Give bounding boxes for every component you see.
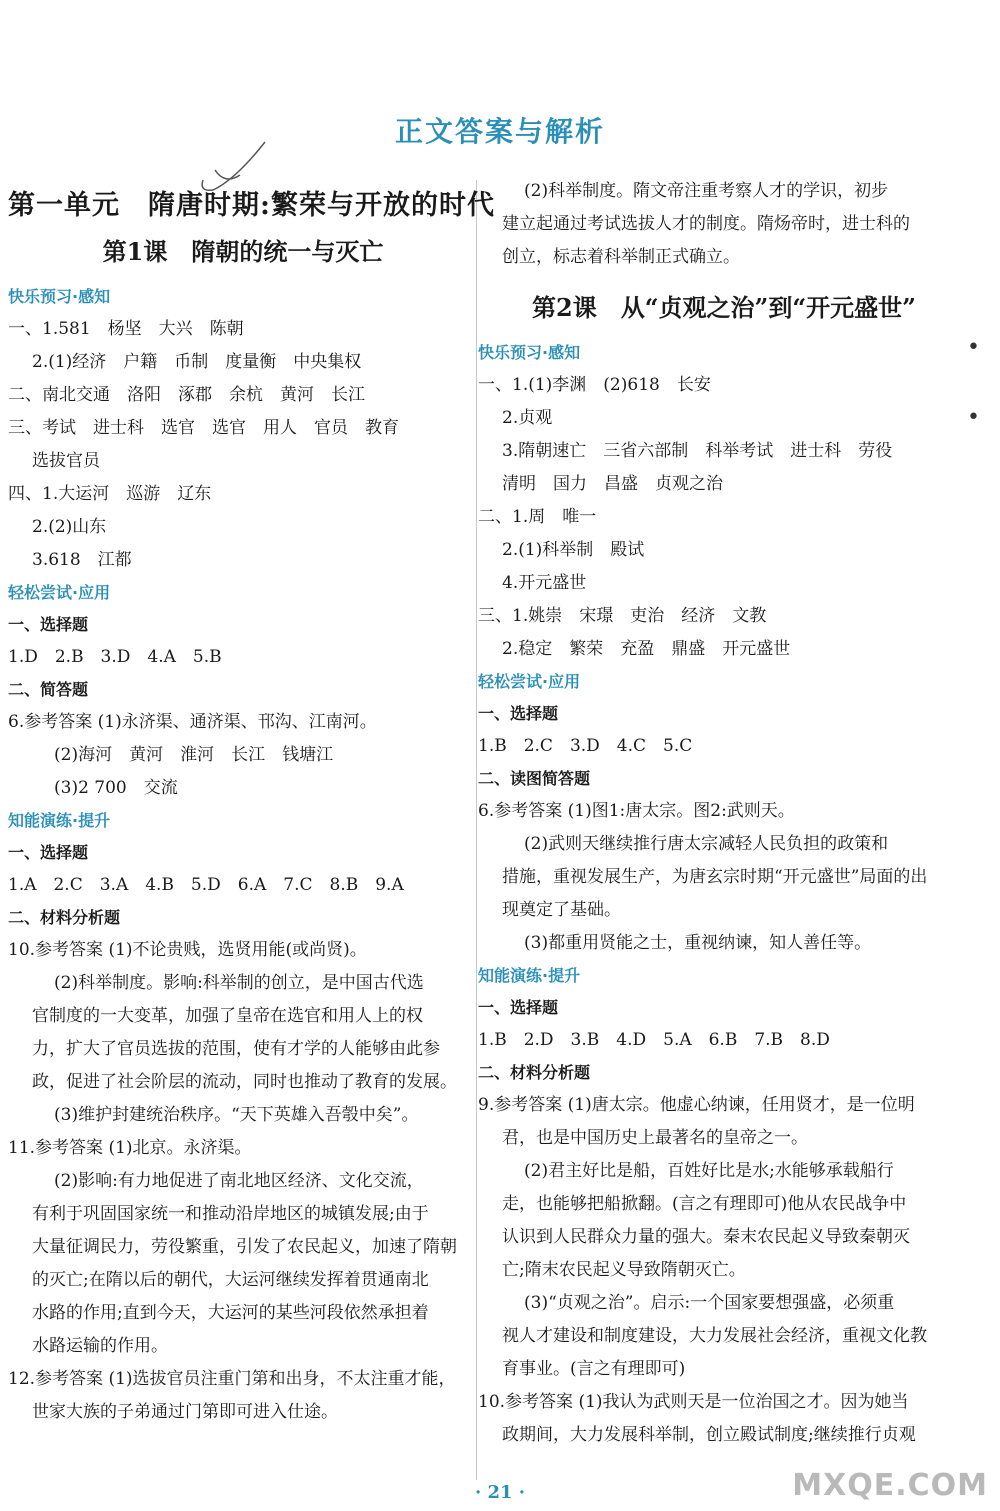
lesson-1-answers [8,281,478,1429]
answer-line: 措施，重视发展生产，为唐玄宗时期“开元盛世”局面的出 [502,867,928,887]
lesson-1-title: 第1课 隋朝的统一与灭亡 [102,237,384,266]
page-number: · 21 · [474,1482,526,1503]
answer-line: 2.稳定 繁荣 充盈 鼎盛 开元盛世 [502,639,791,659]
lesson-1-answers-continued [478,175,970,274]
answer-line: 一、1.(1)李渊 (2)618 长安 [478,375,711,395]
section-heading: 知能演练·提升 [478,966,581,985]
answer-line: 1.B 2.D 3.B 4.D 5.A 6.B 7.B 8.D [478,1030,830,1050]
question-type-heading: 一、选择题 [478,704,559,723]
answer-line: 三、考试 进士科 选官 选官 用人 官员 教育 [8,418,399,438]
answer-line: (2)科举制度。影响:科举制的创立，是中国古代选 [54,973,424,993]
section-heading: 轻松尝试·应用 [8,583,111,602]
question-type-heading: 二、读图简答题 [478,769,591,788]
answer-line: (2)影响:有力地促进了南北地区经济、文化交流， [54,1171,424,1191]
answer-line: 10.参考答案 (1)不论贵贱，选贤用能(或尚贤)。 [8,940,367,960]
answer-line: (3)都重用贤能之士，重视纳谏，知人善任等。 [524,933,872,953]
answer-line: 水路的作用;直到今天，大运河的某些河段依然承担着 [32,1303,429,1323]
answer-line: 政期间，大力发展科举制，创立殿试制度;继续推行贞观 [502,1425,916,1445]
lesson-2-answers [478,337,970,1452]
lesson-2-title: 第2课 从“贞观之治”到“开元盛世” [532,293,916,322]
answer-line: 6.参考答案 (1)永济渠、通济渠、邗沟、江南河。 [8,712,377,732]
section-heading: 快乐预习·感知 [8,287,111,306]
answer-line: 6.参考答案 (1)图1:唐太宗。图2:武则天。 [478,801,795,821]
answer-line: 走，也能够把船掀翻。(言之有理即可)他从农民战争中 [502,1194,907,1214]
section-heading: 快乐预习·感知 [478,343,581,362]
watermark-logo: MXQE.COM [792,1468,988,1503]
answer-line: (3)维护封建统治秩序。“天下英雄入吾彀中矣”。 [54,1105,419,1125]
answer-line: 2.贞观 [502,408,553,428]
answer-line: 清明 国力 昌盛 贞观之治 [502,474,723,494]
answer-line: 11.参考答案 (1)北京。永济渠。 [8,1138,252,1158]
answer-line: 认识到人民群众力量的强大。秦末农民起义导致秦朝灭 [502,1227,910,1247]
answer-line: 力，扩大了官员选拔的范围，使有才学的人能够由此参 [32,1039,440,1059]
answer-line: 的灭亡;在隋以后的朝代，大运河继续发挥着贯通南北 [32,1270,429,1290]
answer-line: 三、1.姚崇 宋璟 吏治 经济 文教 [478,606,767,626]
answer-line: 二、南北交通 洛阳 涿郡 余杭 黄河 长江 [8,385,365,405]
answer-line: 2.(1)经济 户籍 币制 度量衡 中央集权 [32,352,362,372]
answer-line: (2)海河 黄河 淮河 长江 钱塘江 [54,745,334,765]
answer-line: 世家大族的子弟通过门第即可进入仕途。 [32,1402,338,1422]
question-type-heading: 一、选择题 [8,843,89,862]
answer-line: 12.参考答案 (1)选拔官员注重门第和出身，不太注重才能， [8,1369,456,1389]
answer-line: 现奠定了基础。 [502,900,621,920]
answer-line: (2)君主好比是船，百姓好比是水;水能够承载船行 [524,1161,894,1181]
answer-line: (3)2 700 交流 [54,778,178,798]
answer-line: (2)武则天继续推行唐太宗减轻人民负担的政策和 [524,834,889,854]
answer-line: 1.A 2.C 3.A 4.B 5.D 6.A 7.C 8.B 9.A [8,875,404,895]
answer-line: 2.(2)山东 [32,517,107,537]
answer-line: 亡;隋末农民起义导致隋朝灭亡。 [502,1260,746,1280]
answer-line: 1.B 2.C 3.D 4.C 5.C [478,736,693,756]
answer-line: 创立，标志着科举制正式确立。 [502,247,740,267]
answer-line: 建立起通过考试选拔人才的制度。隋炀帝时，进士科的 [502,214,910,234]
page-title: 正文答案与解析 [394,115,605,148]
answer-line: (3)“贞观之治”。启示:一个国家要想强盛，必须重 [524,1293,895,1313]
answer-line: 4.开元盛世 [502,573,587,593]
answer-line: 有利于巩固国家统一和推动沿岸地区的城镇发展;由于 [32,1204,429,1224]
answer-line: 君，也是中国历史上最著名的皇帝之一。 [502,1128,808,1148]
answer-line: 育事业。(言之有理即可) [502,1359,686,1379]
answer-line: 大量征调民力，劳役繁重，引发了农民起义，加速了隋朝 [32,1237,457,1257]
answer-line: 2.(1)科举制 殿试 [502,540,645,560]
answer-line: 选拔官员 [32,451,100,471]
answer-line: 10.参考答案 (1)我认为武则天是一位治国之才。因为她当 [478,1392,909,1412]
right-column [478,175,970,1452]
answer-line: 3.618 江都 [32,550,132,570]
answer-line: 3.隋朝速亡 三省六部制 科举考试 进士科 劳役 [502,441,893,461]
question-type-heading: 一、选择题 [478,998,559,1017]
section-heading: 知能演练·提升 [8,811,111,830]
answer-line: 政，促进了社会阶层的流动，同时也推动了教育的发展。 [32,1072,457,1092]
answer-line: (2)科举制度。隋文帝注重考察人才的学识，初步 [524,181,889,201]
question-type-heading: 一、选择题 [8,615,89,634]
answer-line: 9.参考答案 (1)唐太宗。他虚心纳谏，任用贤才，是一位明 [478,1095,915,1115]
answer-line: 四、1.大运河 巡游 辽东 [8,484,212,504]
section-heading: 轻松尝试·应用 [478,672,581,691]
question-type-heading: 二、材料分析题 [8,908,121,927]
question-type-heading: 二、材料分析题 [478,1063,591,1082]
margin-dot: • [967,405,980,430]
answer-line: 视人才建设和制度建设，大力发展社会经济，重视文化教 [502,1326,927,1346]
unit-title: 第一单元 隋唐时期:繁荣与开放的时代 [8,190,495,221]
margin-dot: • [967,335,980,360]
answer-line: 一、1.581 杨坚 大兴 陈朝 [8,319,244,339]
answer-line: 水路运输的作用。 [32,1336,168,1356]
answer-line: 1.D 2.B 3.D 4.A 5.B [8,647,222,667]
question-type-heading: 二、简答题 [8,680,89,699]
left-column [8,175,495,1429]
answer-line: 官制度的一大变革，加强了皇帝在选官和用人上的权 [32,1006,423,1026]
answer-line: 二、1.周 唯一 [478,507,597,527]
